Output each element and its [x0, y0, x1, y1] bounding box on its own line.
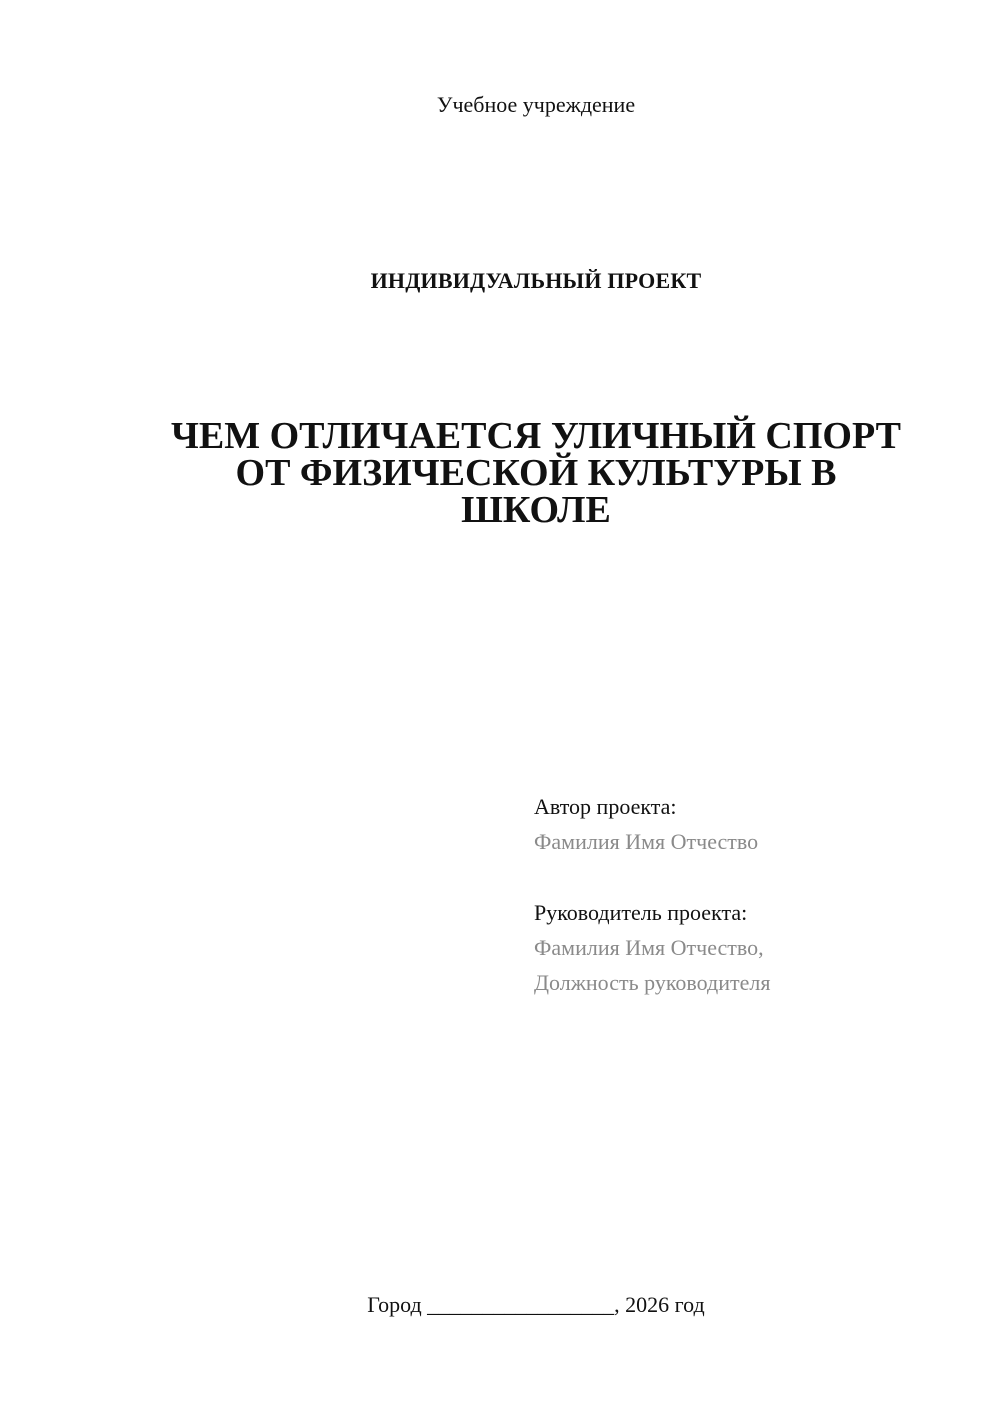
credits-block [534, 789, 770, 1000]
spacer [534, 859, 770, 895]
supervisor-label: Руководитель проекта: [534, 900, 748, 925]
document-type: ИНДИВИДУАЛЬНЫЙ ПРОЕКТ [370, 268, 702, 293]
supervisor-name: Фамилия Имя Отчество, [534, 935, 764, 960]
author-label: Автор проекта: [534, 794, 677, 819]
author-name: Фамилия Имя Отчество [534, 829, 759, 854]
project-title [0, 415, 1000, 531]
institution-name: Учебное учреждение [436, 92, 636, 117]
supervisor-position: Должность руководителя [534, 970, 771, 995]
project-title-line: ШКОЛЕ [461, 489, 611, 531]
project-title-line: ОТ ФИЗИЧЕСКОЙ КУЛЬТУРЫ В [235, 452, 837, 494]
project-title-line: ЧЕМ ОТЛИЧАЕТСЯ УЛИЧНЫЙ СПОРТ [170, 415, 902, 457]
city-year-line: Город _________________, 2026 год [367, 1292, 705, 1317]
